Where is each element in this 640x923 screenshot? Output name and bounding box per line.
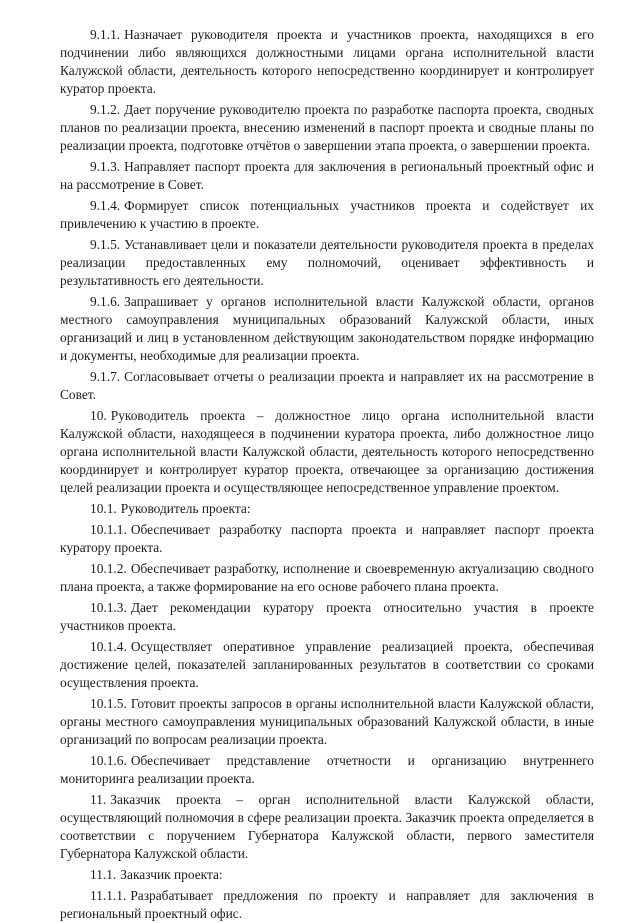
paragraph-number: 10.1.	[90, 501, 117, 516]
paragraph-11	[60, 791, 594, 863]
paragraph-11-1-1	[60, 887, 594, 923]
paragraph-text: Заказчик проекта:	[120, 867, 223, 882]
paragraph-number: 10.1.4.	[90, 639, 127, 654]
paragraph-11-1	[60, 866, 594, 884]
paragraph-10-1-1	[60, 521, 594, 557]
paragraph-text: Назначает руководителя проекта и участников проекта, находящихся в его подчинении либо являющихся должностными лицами органа исполнительной власти Калужской области, деятельность которого непосредственно координирует и контролирует куратор проекта.	[60, 27, 594, 96]
paragraph-number: 10.	[90, 408, 107, 423]
paragraph-number: 10.1.1.	[90, 522, 127, 537]
paragraph-10-1-5	[60, 695, 594, 749]
paragraph-text: Обеспечивает разработку, исполнение и своевременную актуализацию сводного плана проекта, а также формирование на его основе рабочего плана проекта.	[60, 561, 594, 594]
paragraph-10-1-3	[60, 599, 594, 635]
paragraph-text: Направляет паспорт проекта для заключения в региональный проектный офис и на рассмотрение в Совет.	[60, 159, 594, 192]
paragraph-text: Запрашивает у органов исполнительной власти Калужской области, органов местного самоуправления муниципальных образований Калужской области, иных организаций и лиц в установленном действующим законодательством порядке информацию и документы, необходимые для реализации проекта.	[60, 294, 594, 363]
paragraph-number: 11.1.	[90, 867, 117, 882]
paragraph-text: Готовит проекты запросов в органы исполнительной власти Калужской области, органы местного самоуправления муниципальных образований Калужской области, в иные организаций по вопросам реализации проекта.	[60, 696, 594, 747]
paragraph-number: 9.1.6.	[90, 294, 121, 309]
paragraph-number: 10.1.6.	[90, 753, 127, 768]
paragraph-text: Осуществляет оперативное управление реализацией проекта, обеспечивая достижение целей, показателей запланированных результатов в соответствии со сроками осуществления проекта.	[60, 639, 594, 690]
paragraph-text: Дает поручение руководителю проекта по разработке паспорта проекта, сводных планов по реализации проекта, внесению изменений в паспорт проекта и сводные планы по реализации проекта, подготовке отчётов о завершении этапа проекта, о завершении проекта.	[60, 102, 594, 153]
paragraph-number: 10.1.2.	[90, 561, 127, 576]
paragraph-number: 9.1.2.	[90, 102, 121, 117]
paragraph-9-1-3	[60, 158, 594, 194]
paragraph-number: 9.1.5.	[90, 237, 121, 252]
paragraph-9-1-4	[60, 197, 594, 233]
paragraph-10-1-4	[60, 638, 594, 692]
paragraph-9-1-7	[60, 368, 594, 404]
paragraph-number: 11.	[90, 792, 107, 807]
paragraph-10-1-2	[60, 560, 594, 596]
paragraph-text: Устанавливает цели и показатели деятельности руководителя проекта в пределах реализации предоставленных ему полномочий, оценивает эффективность и результативность его деятельности.	[60, 237, 594, 288]
paragraph-text: Заказчик проекта – орган исполнительной власти Калужской области, осуществляющий полномочия в сфере реализации проекта. Заказчик проекта определяется в соответствии с поручением Губернатора Калужской области, первого заместителя Губернатора Калужской области.	[60, 792, 594, 861]
paragraph-9-1-2	[60, 101, 594, 155]
paragraph-9-1-5	[60, 236, 594, 290]
paragraph-text: Обеспечивает представление отчетности и организацию внутреннего мониторинга реализации проекта.	[60, 753, 594, 786]
paragraph-9-1-1	[60, 26, 594, 98]
paragraph-text: Согласовывает отчеты о реализации проекта и направляет их на рассмотрение в Совет.	[60, 369, 594, 402]
paragraph-10-1-6	[60, 752, 594, 788]
paragraph-text: Руководитель проекта – должностное лицо органа исполнительной власти Калужской области, находящееся в подчинении куратора проекта, либо должностное лицо органа исполнительной власти Калужской области, деятельность которого непосредственно координирует и контролирует куратор проекта, отвечающее за организацию достижения целей реализации проекта и осуществляющее непосредственное управление проектом.	[60, 408, 594, 495]
paragraph-number: 11.1.1.	[90, 888, 127, 903]
paragraph-number: 9.1.1.	[90, 27, 121, 42]
paragraph-number: 9.1.3.	[90, 159, 121, 174]
paragraph-text: Дает рекомендации куратору проекта относительно участия в проекте участников проекта.	[60, 600, 594, 633]
paragraph-text: Разрабатывает предложения по проекту и направляет для заключения в региональный проектный офис.	[60, 888, 594, 921]
paragraph-number: 9.1.4.	[90, 198, 121, 213]
paragraph-text: Руководитель проекта:	[120, 501, 251, 516]
paragraph-9-1-6	[60, 293, 594, 365]
paragraph-text: Обеспечивает разработку паспорта проекта и направляет паспорт проекта куратору проекта.	[60, 522, 594, 555]
paragraph-number: 10.1.3.	[90, 600, 127, 615]
paragraph-number: 10.1.5.	[90, 696, 127, 711]
paragraph-10-1	[60, 500, 594, 518]
paragraph-text: Формирует список потенциальных участников проекта и содействует их привлечению к участию в проекте.	[60, 198, 594, 231]
paragraph-number: 9.1.7.	[90, 369, 121, 384]
paragraph-10	[60, 407, 594, 497]
